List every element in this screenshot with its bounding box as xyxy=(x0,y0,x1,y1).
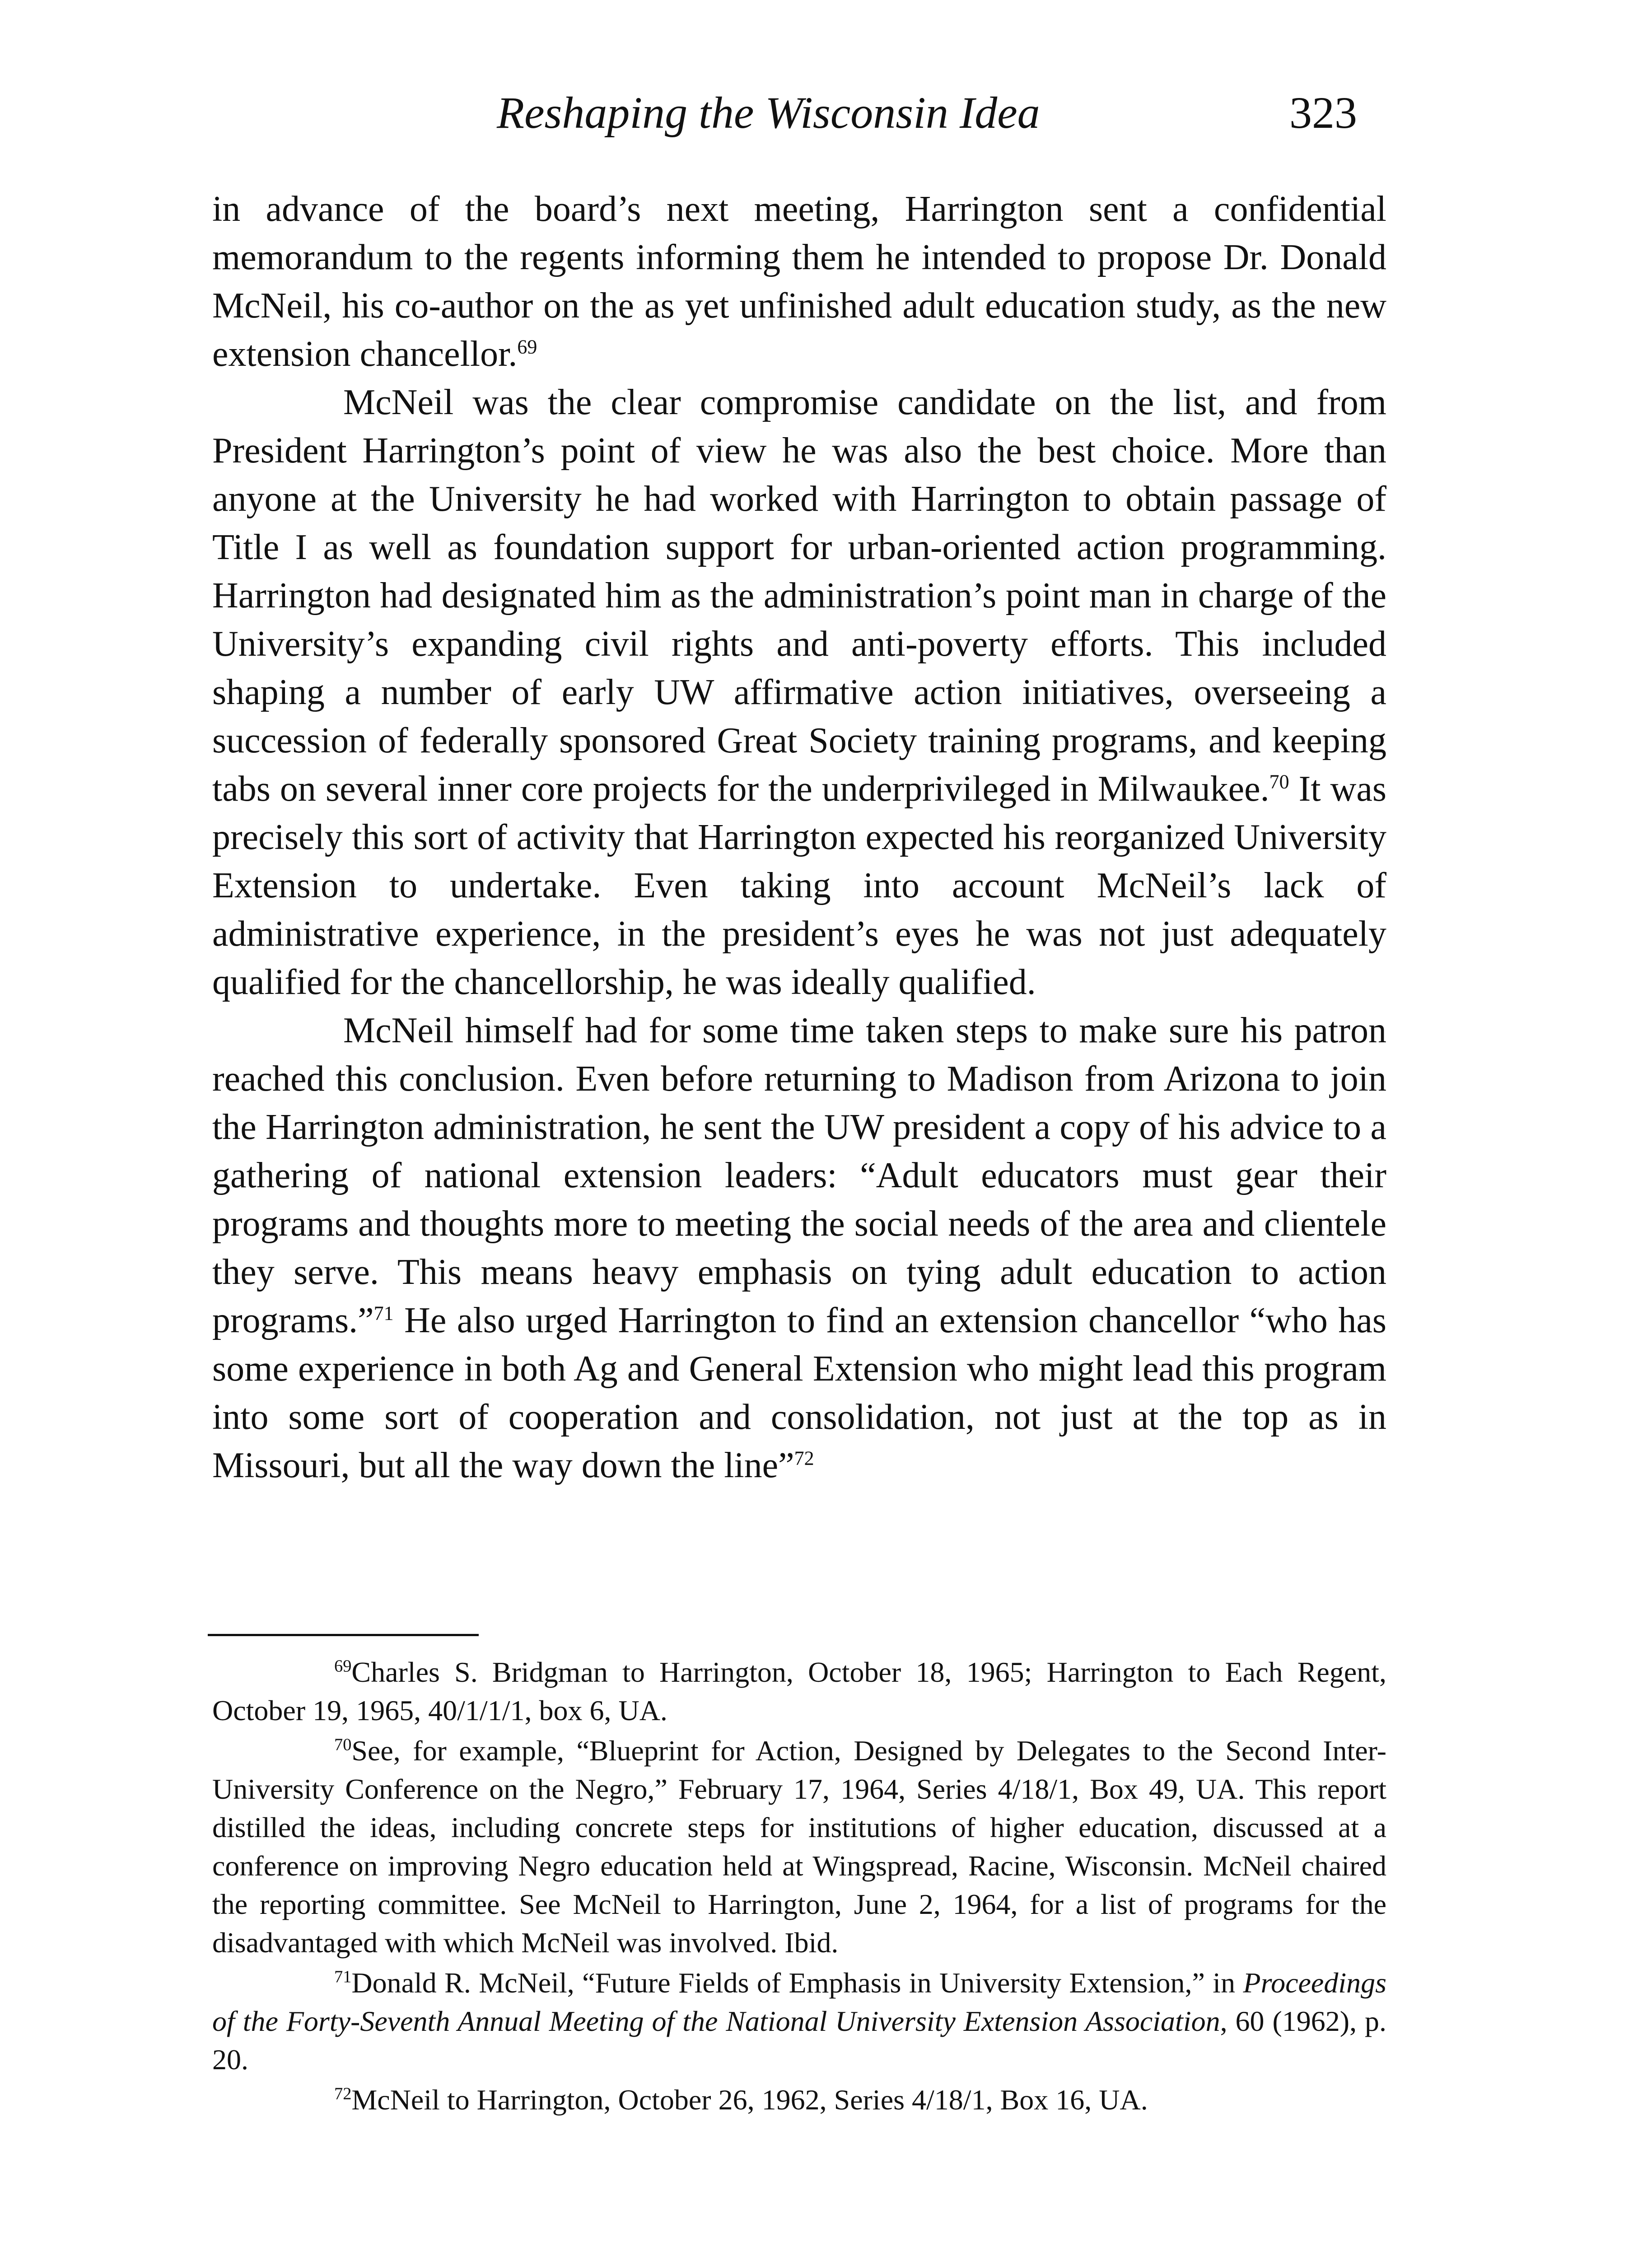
footnote-71 xyxy=(212,1964,1386,2079)
page-number: 323 xyxy=(1289,88,1357,138)
note-ref-70: 70 xyxy=(1269,770,1289,793)
footnote-title: Proceedings of the Forty-Seventh Annual Meeting of the National University Extension Association xyxy=(212,1967,1386,2037)
footnote-text: McNeil to Harrington, October 26, 1962, Series 4/18/1, Box 16, UA. xyxy=(351,2084,1148,2116)
footnote-text: See, for example, “Blueprint for Action, Designed by Delegates to the Second Inter-University Conference on the Negro,” February 17, 1964, Series 4/18/1, Box 49, UA. This report distilled the ideas, including concrete steps for institutions of higher education, discussed at a conference on improving Negro education held at Wingspread, Racine, Wisconsin. McNeil chaired the reporting committee. See McNeil to Harrington, June 2, 1964, for a list of programs for the disadvantaged with which McNeil was involved. Ibid. xyxy=(212,1735,1386,1959)
footnote-number: 69 xyxy=(334,1656,352,1676)
footnote-69 xyxy=(212,1653,1386,1730)
body-text xyxy=(212,185,1386,1490)
note-ref-72: 72 xyxy=(794,1447,814,1470)
paragraph-2 xyxy=(212,378,1386,1007)
paragraph-3-text-a: McNeil himself had for some time taken steps to make sure his patron reached this conclusion. Even before returning to Madison from Arizona to join the Harrington administration, he sent the UW president a copy of his advice to a gathering of national extension leaders: “Adult educators must gear their programs and thoughts more to meeting the social needs of the area and clientele they serve. This means heavy emphasis on tying adult education to action programs.” xyxy=(212,1011,1386,1340)
paragraph-3 xyxy=(212,1007,1386,1490)
note-ref-69: 69 xyxy=(517,336,537,358)
footnote-number: 70 xyxy=(334,1735,352,1754)
paragraph-1-text: in advance of the board’s next meeting, Harrington sent a confidential memorandum to the regents informing them he intended to propose Dr. Donald McNeil, his co-author on the as yet unfinished adult education study, as the new extension chancellor. xyxy=(212,189,1386,374)
footnote-text: Charles S. Bridgman to Harrington, October 18, 1965; Harrington to Each Regent, October 19, 1965, 40/1/1/1, box 6, UA. xyxy=(212,1656,1386,1726)
paragraph-3-text-b: He also urged Harrington to find an extension chancellor “who has some experience in both Ag and General Extension who might lead this program into some sort of cooperation and consolidation, not just at the top as in Missouri, but all the way down the line” xyxy=(212,1301,1386,1485)
paragraph-2-text-b: It was precisely this sort of activity that Harrington expected his reorganized University Extension to undertake. Even taking into account McNeil’s lack of administrative experience, in the president’s eyes he was not just adequately qualified for the chancellorship, he was ideally qualified. xyxy=(212,769,1386,1002)
footnote-72 xyxy=(212,2081,1386,2119)
paragraph-1 xyxy=(212,185,1386,378)
footnote-number: 72 xyxy=(334,2084,352,2104)
footnote-text: Donald R. McNeil, “Future Fields of Emphasis in University Extension,” in xyxy=(351,1967,1243,1999)
running-title: Reshaping the Wisconsin Idea xyxy=(497,88,1040,138)
footnote-70 xyxy=(212,1731,1386,1962)
footnote-divider xyxy=(208,1634,479,1636)
footnote-text-end: , 60 (1962), p. 20. xyxy=(212,2005,1387,2076)
footnotes xyxy=(212,1653,1386,2121)
paragraph-2-text-a: McNeil was the clear compromise candidate on the list, and from President Harrington’s point of view he was also the best choice. More than anyone at the University he had worked with Harrington to obtain passage of Title I as well as foundation support for urban-oriented action programming. Harrington had designated him as the administration’s point man in charge of the University’s expanding civil rights and anti-poverty efforts. This included shaping a number of early UW affirmative action initiatives, overseeing a succession of federally sponsored Great Society training programs, and keeping tabs on several inner core projects for the underprivileged in Milwaukee. xyxy=(212,383,1386,809)
running-head xyxy=(0,81,1652,145)
footnote-number: 71 xyxy=(334,1967,352,1987)
note-ref-71: 71 xyxy=(373,1302,394,1325)
